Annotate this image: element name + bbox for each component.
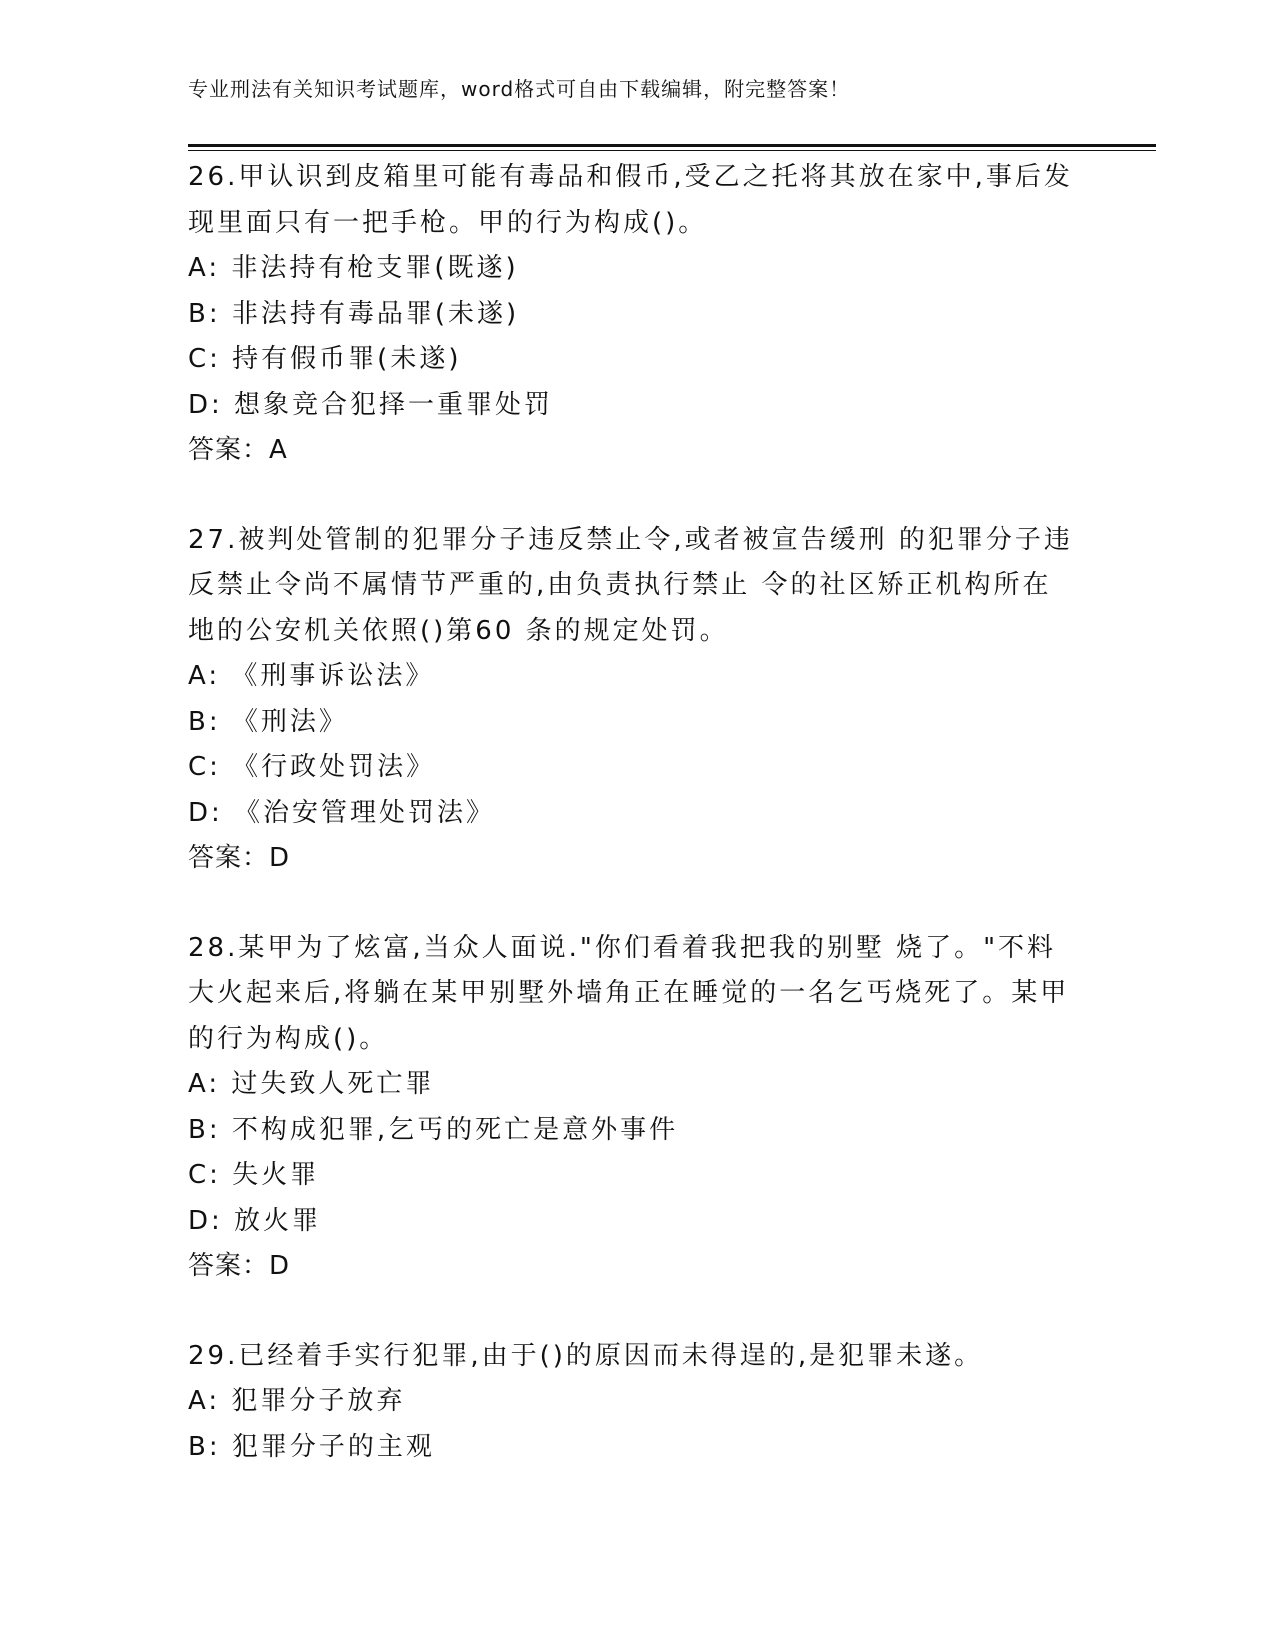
option-d: D: 放火罪 bbox=[188, 1205, 322, 1236]
question-stem-line: 现里面只有一把手枪。甲的行为构成()。 bbox=[188, 207, 708, 238]
question-stem-line: 地的公安机关依照()第60 条的规定处罚。 bbox=[188, 615, 729, 646]
answer-label: 答案：D bbox=[188, 1251, 291, 1281]
page-header: 专业刑法有关知识考试题库，word格式可自由下载编辑，附完整答案！ bbox=[188, 77, 851, 101]
option-d: D: 想象竞合犯择一重罪处罚 bbox=[188, 389, 554, 420]
question-stem-line: 28.某甲为了炫富,当众人面说."你们看着我把我的别墅 烧了。"不料 bbox=[188, 932, 1057, 963]
option-d: D: 《治安管理处罚法》 bbox=[188, 797, 496, 828]
question-26 bbox=[188, 155, 1088, 474]
header-rule-thick bbox=[188, 144, 1156, 147]
option-b: B: 不构成犯罪,乞丐的死亡是意外事件 bbox=[188, 1114, 679, 1145]
question-29 bbox=[188, 1334, 1088, 1471]
question-stem-line: 的行为构成()。 bbox=[188, 1023, 389, 1054]
question-list bbox=[188, 155, 1088, 1470]
question-stem-line: 29.已经着手实行犯罪,由于()的原因而未得逞的,是犯罪未遂。 bbox=[188, 1340, 984, 1371]
option-a: A: 非法持有枪支罪(既遂) bbox=[188, 253, 519, 283]
question-28 bbox=[188, 926, 1088, 1290]
option-a: A: 犯罪分子放弃 bbox=[188, 1386, 406, 1416]
question-stem-line: 反禁止令尚不属情节严重的,由负责执行禁止 令的社区矫正机构所在 bbox=[188, 570, 1052, 600]
option-a: A: 过失致人死亡罪 bbox=[188, 1069, 435, 1099]
option-c: C: 失火罪 bbox=[188, 1160, 320, 1190]
question-stem-line: 27.被判处管制的犯罪分子违反禁止令,或者被宣告缓刑 的犯罪分子违 bbox=[188, 524, 1073, 555]
answer-label: 答案：A bbox=[188, 435, 288, 465]
answer-label: 答案：D bbox=[188, 843, 291, 873]
option-b: B: 犯罪分子的主观 bbox=[188, 1431, 435, 1462]
option-c: C: 《行政处罚法》 bbox=[188, 752, 436, 782]
option-a: A: 《刑事诉讼法》 bbox=[188, 661, 435, 691]
question-stem-line: 26.甲认识到皮箱里可能有毒品和假币,受乙之托将其放在家中,事后发 bbox=[188, 162, 1073, 192]
option-b: B: 《刑法》 bbox=[188, 706, 348, 737]
option-c: C: 持有假币罪(未遂) bbox=[188, 344, 462, 374]
option-b: B: 非法持有毒品罪(未遂) bbox=[188, 298, 520, 329]
question-27 bbox=[188, 518, 1088, 882]
question-stem-line: 大火起来后,将躺在某甲别墅外墙角正在睡觉的一名乞丐烧死了。某甲 bbox=[188, 978, 1070, 1008]
header-rule-thin bbox=[188, 150, 1156, 151]
